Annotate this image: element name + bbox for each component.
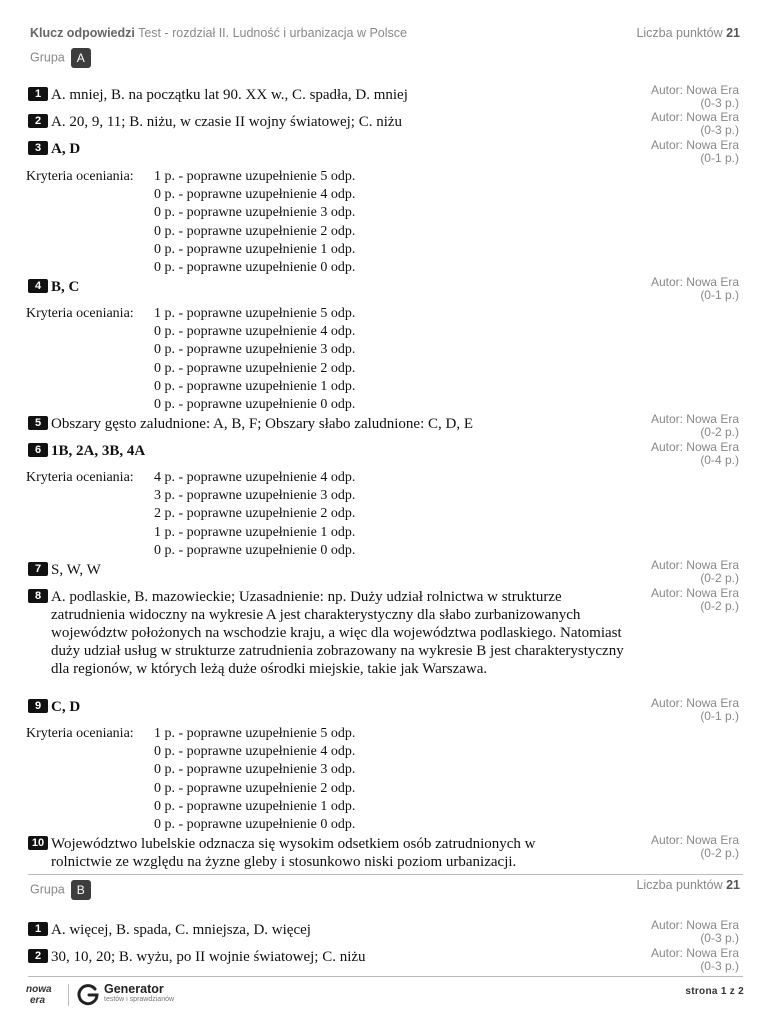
task-8-author — [651, 587, 739, 613]
task-points: (0-1 p.) — [700, 288, 739, 302]
author-name: Autor: Nowa Era — [650, 946, 739, 960]
task-points: (0-2 p.) — [700, 571, 739, 585]
task-1-author — [651, 84, 739, 110]
criteria-line: 0 p. - poprawne uzupełnienie 3 odp. — [154, 342, 356, 358]
criteria-line: 0 p. - poprawne uzupełnienie 1 odp. — [154, 798, 356, 814]
task-9 — [28, 698, 628, 716]
task-9-author — [651, 697, 739, 723]
group-badge: B — [71, 880, 91, 900]
criteria-line: 0 p. - poprawne uzupełnienie 0 odp. — [154, 259, 356, 275]
task-answer: Województwo lubelskie odznacza się wysokim odsetkiem osób zatrudnionych w rolnictwie ze względu na żyzne gleby i stosunkowo niski poziom urbanizacji. — [51, 836, 536, 870]
task-number: 7 — [28, 562, 48, 576]
group-a-header — [30, 48, 91, 68]
criteria-line: 1 p. - poprawne uzupełnienie 5 odp. — [154, 306, 356, 321]
task-4-author — [651, 276, 739, 302]
document-title-bold: Klucz odpowiedzi — [30, 26, 135, 40]
task-answer: A. podlaskie, B. mazowieckie; Uzasadnienie: np. Duży udział rolnictwa w strukturze zatrudnienia widoczny na wykresie A jest charakterystyczny dla słabo zurbanizowanych województw położonych na wschodzie kraju, a więc dla województwa podlaskiego. Natomiast duży udział usług w strukturze zatrudnienia zobrazowany na wykresie B jest charakterystyczny dla regionów, w których leżą duże ośrodki miejskie, takie jak Warszawa. — [51, 589, 624, 677]
author-name: Autor: Nowa Era — [650, 558, 739, 572]
criteria-line: 3 p. - poprawne uzupełnienie 3 odp. — [154, 488, 356, 504]
task-6 — [28, 442, 628, 460]
points-value: 21 — [726, 26, 740, 40]
logo-line-1: nowa — [26, 984, 52, 995]
task-number: 9 — [28, 699, 48, 713]
criteria-line: 0 p. - poprawne uzupełnienie 0 odp. — [154, 542, 356, 558]
task-answer: A. więcej, B. spada, C. mniejsza, D. więcej — [51, 922, 311, 938]
total-points — [636, 26, 740, 40]
task-answer: 30, 10, 20; B. wyżu, po II wojnie światowej; C. niżu — [51, 949, 366, 965]
criteria-line: 0 p. - poprawne uzupełnienie 2 odp. — [154, 360, 356, 376]
task-5 — [28, 415, 628, 433]
task-points: (0-3 p.) — [700, 123, 739, 137]
criteria-label: Kryteria oceniania: — [26, 470, 134, 485]
criteria-line: 0 p. - poprawne uzupełnienie 1 odp. — [154, 378, 356, 394]
task-b-1 — [28, 921, 628, 939]
criteria-line: 0 p. - poprawne uzupełnienie 3 odp. — [154, 205, 356, 221]
task-number: 10 — [28, 836, 48, 850]
task-answer: Obszary gęsto zaludnione: A, B, F; Obszary słabo zaludnione: C, D, E — [51, 416, 474, 432]
task-number: 6 — [28, 443, 48, 457]
task-points: (0-2 p.) — [700, 599, 739, 613]
author-name: Autor: Nowa Era — [650, 138, 739, 152]
criteria-line: 1 p. - poprawne uzupełnienie 5 odp. — [154, 726, 356, 741]
author-name: Autor: Nowa Era — [650, 833, 739, 847]
task-answer: A. 20, 9, 11; B. niżu, w czasie II wojny światowej; C. niżu — [51, 114, 403, 130]
task-b-1-author — [651, 919, 739, 945]
task-points: (0-3 p.) — [700, 96, 739, 110]
task-number: 8 — [28, 589, 48, 603]
criteria-label: Kryteria oceniania: — [26, 726, 134, 741]
task-answer: A, D — [51, 141, 81, 157]
group-label: Grupa — [30, 882, 65, 897]
task-7 — [28, 561, 628, 579]
task-points: (0-4 p.) — [700, 453, 739, 467]
task-7-author — [651, 559, 739, 585]
criteria-line: 0 p. - poprawne uzupełnienie 2 odp. — [154, 780, 356, 796]
nowa-era-logo — [24, 982, 60, 1006]
task-10-author — [651, 834, 739, 860]
author-name: Autor: Nowa Era — [650, 918, 739, 932]
task-4 — [28, 278, 628, 296]
author-name: Autor: Nowa Era — [650, 696, 739, 710]
task-number: 3 — [28, 141, 48, 155]
task-points: (0-1 p.) — [700, 709, 739, 723]
task-2 — [28, 113, 628, 131]
task-number: 2 — [28, 949, 48, 963]
task-b-2-author — [651, 947, 739, 973]
generator-subtitle: testów i sprawdzianów — [104, 996, 175, 1003]
points-label: Liczba punktów — [636, 878, 723, 892]
criteria-line: 1 p. - poprawne uzupełnienie 1 odp. — [154, 524, 356, 540]
page-footer — [24, 980, 744, 1010]
task-points: (0-2 p.) — [700, 425, 739, 439]
logo-line-2: era — [30, 995, 46, 1006]
task-number: 5 — [28, 416, 48, 430]
document-title-rest: Test - rozdział II. Ludność i urbanizacja w Polsce — [138, 26, 407, 40]
points-label: Liczba punktów — [636, 26, 723, 40]
author-name: Autor: Nowa Era — [650, 275, 739, 289]
logo-separator — [68, 984, 69, 1006]
task-10 — [28, 835, 588, 871]
generator-icon — [76, 982, 100, 1006]
criteria-line: 0 p. - poprawne uzupełnienie 4 odp. — [154, 187, 356, 203]
task-b-2 — [28, 948, 628, 966]
task-3-author — [651, 139, 739, 165]
page-header — [30, 26, 740, 46]
criteria-line: 1 p. - poprawne uzupełnienie 5 odp. — [154, 169, 356, 184]
group-label: Grupa — [30, 50, 65, 65]
criteria-label: Kryteria oceniania: — [26, 306, 134, 321]
task-number: 2 — [28, 114, 48, 128]
task-8 — [28, 588, 628, 678]
group-b-header — [30, 880, 91, 900]
criteria-line: 4 p. - poprawne uzupełnienie 4 odp. — [154, 470, 356, 485]
author-name: Autor: Nowa Era — [650, 440, 739, 454]
group-divider — [28, 874, 743, 875]
criteria-line: 0 p. - poprawne uzupełnienie 1 odp. — [154, 241, 356, 257]
criteria-line: 0 p. - poprawne uzupełnienie 4 odp. — [154, 324, 356, 340]
task-5-author — [651, 413, 739, 439]
group-b-points — [636, 878, 740, 892]
task-answer: C, D — [51, 699, 81, 715]
task-answer: B, C — [51, 279, 80, 295]
task-answer: 1B, 2A, 3B, 4A — [51, 443, 146, 459]
page-number: strona 1 z 2 — [685, 986, 744, 997]
task-points: (0-3 p.) — [700, 959, 739, 973]
group-badge: A — [71, 48, 91, 68]
criteria-line: 0 p. - poprawne uzupełnienie 2 odp. — [154, 223, 356, 239]
task-number: 4 — [28, 279, 48, 293]
criteria-line: 0 p. - poprawne uzupełnienie 0 odp. — [154, 816, 356, 832]
criteria-label: Kryteria oceniania: — [26, 169, 134, 184]
task-number: 1 — [28, 87, 48, 101]
author-name: Autor: Nowa Era — [650, 110, 739, 124]
task-6-author — [651, 441, 739, 467]
criteria-line: 0 p. - poprawne uzupełnienie 3 odp. — [154, 762, 356, 778]
task-2-author — [651, 111, 739, 137]
task-number: 1 — [28, 922, 48, 936]
task-1 — [28, 86, 628, 104]
footer-divider — [28, 976, 743, 977]
generator-name: Generator — [104, 982, 164, 996]
task-points: (0-1 p.) — [700, 151, 739, 165]
task-points: (0-3 p.) — [700, 931, 739, 945]
task-points: (0-2 p.) — [700, 846, 739, 860]
author-name: Autor: Nowa Era — [650, 412, 739, 426]
criteria-line: 2 p. - poprawne uzupełnienie 2 odp. — [154, 506, 356, 522]
task-answer: A. mniej, B. na początku lat 90. XX w., C. spadła, D. mniej — [51, 87, 408, 103]
task-answer: S, W, W — [51, 562, 101, 578]
author-name: Autor: Nowa Era — [650, 83, 739, 97]
author-name: Autor: Nowa Era — [650, 586, 739, 600]
criteria-line: 0 p. - poprawne uzupełnienie 4 odp. — [154, 744, 356, 760]
criteria-line: 0 p. - poprawne uzupełnienie 0 odp. — [154, 396, 356, 412]
document-title — [30, 26, 407, 40]
points-value: 21 — [726, 878, 740, 892]
task-3 — [28, 140, 628, 158]
